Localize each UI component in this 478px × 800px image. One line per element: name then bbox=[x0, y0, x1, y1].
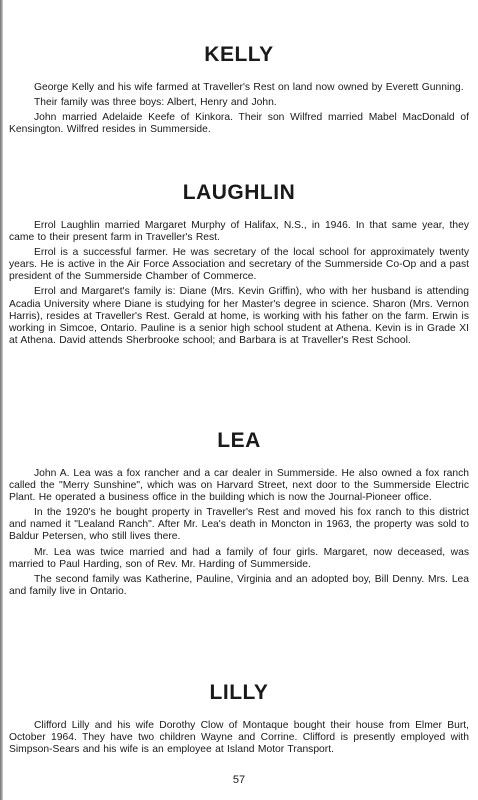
section-heading: KELLY bbox=[204, 43, 274, 66]
section-heading: LEA bbox=[217, 429, 261, 452]
paragraph: John married Adelaide Keefe of Kinkora. Their son Wilfred married Mabel MacDonald of Kensington. Wilfred resides in Summerside. bbox=[9, 112, 469, 136]
paragraph: Clifford Lilly and his wife Dorothy Clow of Montaque bought their house from Elmer Burt, October 1964. They have two children Wayne and Corrine. Clifford is presently employed with Simpson-Sears and his wife is an employee at Island Motor Transport. bbox=[9, 720, 469, 756]
paragraph: Mr. Lea was twice married and had a family of four girls. Margaret, now deceased, was married to Paul Harding, son of Rev. Mr. Harding of Summerside. bbox=[9, 546, 469, 570]
paragraph: Errol and Margaret's family is: Diane (Mrs. Kevin Griffin), who with her husband is attending Acadia University where Diane is studying for her Master's degree in science. Sharon (Mrs. Vernon Harris), resides at Traveller's Rest. Gerald at home, is working with his father on the farm. Erwin is working in Simcoe, Ontario. Pauline is a senior high school student at Athena. Kevin is in Grade XI at Athena. David attends Sherbrooke school; and Barbara is at Traveller's Rest School. bbox=[9, 286, 469, 346]
section-lea bbox=[0, 428, 478, 598]
page-number: 57 bbox=[232, 774, 246, 786]
section-heading: LILLY bbox=[209, 681, 269, 704]
paragraph: The second family was Katherine, Pauline, Virginia and an adopted boy, Bill Denny. Mrs. Lea and family live in Ontario. bbox=[9, 573, 469, 597]
section-kelly bbox=[0, 42, 478, 136]
paragraph: In the 1920's he bought property in Traveller's Rest and moved his fox ranch to this district and named it "Lealand Ranch". After Mr. Lea's death in Moncton in 1963, the property was sold to Baldur Petersen, who still lives there. bbox=[9, 507, 469, 543]
paragraph: Errol is a successful farmer. He was secretary of the local school for approximately twenty years. He is active in the Air Force Association and secretary of the Summerside Co-Op and a past president of the Summerside Chamber of Commerce. bbox=[9, 247, 469, 283]
paragraph: Errol Laughlin married Margaret Murphy of Halifax, N.S., in 1946. In that same year, they came to their present farm in Traveller's Rest. bbox=[9, 220, 469, 244]
section-heading: LAUGHLIN bbox=[182, 181, 296, 204]
section-laughlin bbox=[0, 180, 478, 347]
paragraph: Their family was three boys: Albert, Henry and John. bbox=[34, 97, 277, 109]
section-lilly bbox=[0, 680, 478, 756]
paragraph: John A. Lea was a fox rancher and a car dealer in Summerside. He also owned a fox ranch called the "Merry Sunshine", which was on Harvard Street, next door to the Summerside Electric Plant. He operated a business office in the building which is now the Journal-Pioneer office. bbox=[9, 468, 469, 504]
paragraph: George Kelly and his wife farmed at Traveller's Rest on land now owned by Everett Gunning. bbox=[34, 82, 464, 93]
